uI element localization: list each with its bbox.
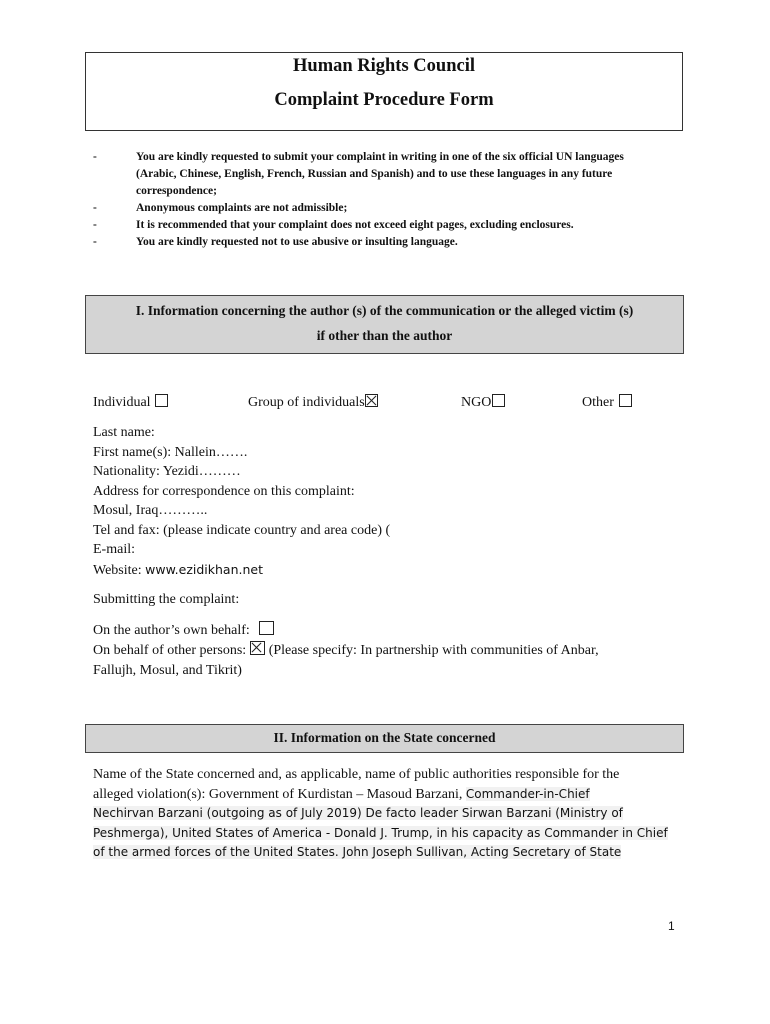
own-behalf-row[interactable]: On the author’s own behalf: — [93, 621, 693, 641]
form-title: Human Rights Council — [293, 56, 475, 76]
address-label: Address for correspondence on this complaint: — [93, 483, 355, 499]
other-behalf-specify-cont: Fallujh, Mosul, and Tikrit) — [93, 663, 242, 678]
last-name-field: Last name: — [93, 425, 155, 440]
email-field: E-mail: — [93, 542, 135, 557]
form-title-box — [85, 52, 683, 131]
other-checkbox[interactable] — [619, 394, 632, 407]
other-behalf-specify: (Please specify: In partnership with communities of Anbar, — [268, 643, 599, 658]
section-1-title-line2: if other than the author — [316, 328, 453, 343]
instruction-item: - You are kindly requested not to use abusive or insulting language. — [93, 235, 458, 248]
instruction-item: - You are kindly requested to submit your complaint in writing in one of the six official UN languages (Arabic, Chinese, English, French, Russian and Spanish) and to use these languages in any future correspondence; — [93, 151, 624, 197]
website-link[interactable]: www.ezidikhan.net — [145, 561, 263, 577]
group-checkbox[interactable] — [365, 394, 378, 407]
address-value: Mosul, Iraq……….. — [93, 503, 208, 518]
section-1-header — [85, 295, 684, 354]
ngo-checkbox[interactable] — [492, 394, 505, 407]
instruction-item: - It is recommended that your complaint does not exceed eight pages, excluding enclosures. — [93, 218, 574, 231]
instructions-list — [90, 149, 660, 250]
state-concerned-paragraph: Name of the State concerned and, as applicable, name of public authorities responsible for the alleged violation(s): Government of Kurdistan – Masoud Barzani, Commander-in-Chief Nechirvan Barzani (outgoing as of July 2019) De facto leader Sirwan Barzani (Ministry of Peshmerga), United States of America - Donald J. Trump, in his capacity as Commander in Chief of the armed forces of the United States. John Joseph Sullivan, Acting Secretary of State — [93, 767, 668, 859]
author-type-other[interactable]: Other — [582, 394, 632, 411]
author-info-fields — [93, 423, 423, 580]
individual-checkbox[interactable] — [155, 394, 168, 407]
section-2-header — [85, 724, 684, 753]
author-type-individual[interactable]: Individual — [93, 394, 168, 411]
submitting-label: Submitting the complaint: — [93, 592, 240, 607]
section-1-title-line1: I. Information concerning the author (s) of the communication or the alleged victim (s) — [135, 303, 634, 318]
other-behalf-checkbox[interactable] — [250, 641, 265, 655]
website-field: Website: www.ezidikhan.net — [93, 561, 263, 578]
author-type-group[interactable]: Group of individuals — [248, 394, 378, 411]
instruction-item: - Anonymous complaints are not admissible; — [93, 201, 348, 214]
first-names-field: First name(s): Nallein……. — [93, 444, 248, 460]
author-type-ngo[interactable]: NGO — [461, 394, 505, 411]
page-number: 1 — [668, 919, 675, 933]
nationality-field: Nationality: Yezidi……… — [93, 464, 241, 479]
own-behalf-checkbox[interactable] — [259, 621, 274, 635]
section-2-title: II. Information on the State concerned — [273, 730, 496, 745]
tel-fax-field: Tel and fax: (please indicate country and area code) ( — [93, 522, 391, 538]
form-subtitle: Complaint Procedure Form — [274, 90, 494, 110]
other-behalf-row[interactable]: On behalf of other persons: (Please specify: In partnership with communities of Anbar, — [93, 643, 599, 658]
